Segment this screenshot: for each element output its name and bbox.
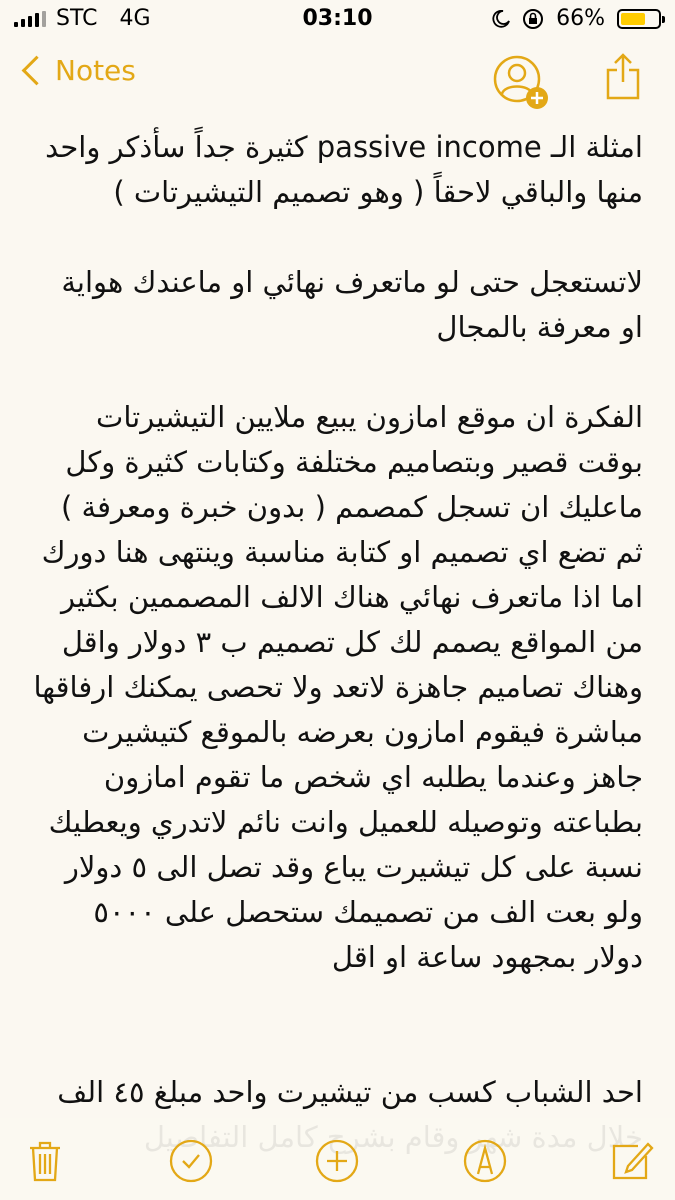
share-icon[interactable] — [604, 52, 642, 102]
note-paragraph: الفكرة ان موقع امازون يبيع ملايين التيشيرتات بوقت قصير وبتصاميم مختلفة وكتابات كثيرة وكل ماعليك ان تسجل كمصمم ( بدون خبرة ومعرفة ) ثم تضع اي تصميم او كتابة مناسبة وينتهى هنا دورك اما اذا ماتعرف نهائي هناك الالف المصممين بكثير من المواقع يصمم لك كل تصميم ب ٣ دولار واقل وهناك تصاميم جاهزة لاتعد ولا تحصى يمكنك ارفاقها مباشرة فيقوم امازون بعرضه بالموقع كتيشيرت جاهز وعندما يطلبه اي شخص ما تقوم امازون بطباعته وتوصيله للعميل وانت نائم لاتدري ويعطيك نسبة على كل تيشيرت يباع وقد تصل الى ٥ دولار ولو بعت الف من تصميمك ستحصل على ٥٠٠٠ دولار بمجهود ساعة او اقل — [33, 400, 643, 974]
status-bar — [0, 0, 675, 40]
battery-icon — [617, 9, 661, 29]
draw-icon[interactable] — [462, 1138, 508, 1184]
add-icon[interactable] — [314, 1138, 360, 1184]
back-button[interactable] — [18, 54, 136, 87]
back-label: Notes — [55, 54, 136, 87]
moon-icon — [492, 10, 510, 28]
note-body[interactable] — [32, 125, 643, 1160]
add-person-icon[interactable] — [492, 54, 550, 112]
battery-percent: 66% — [556, 6, 605, 31]
chevron-left-icon — [22, 56, 52, 86]
network-type: 4G — [119, 6, 151, 31]
checklist-icon[interactable] — [168, 1138, 214, 1184]
battery-fill — [621, 13, 645, 25]
note-paragraph: لاتستعجل حتى لو ماتعرف نهائي او ماعندك هواية او معرفة بالمجال — [61, 265, 643, 344]
status-time: 03:10 — [302, 6, 373, 31]
compose-icon[interactable] — [608, 1138, 654, 1184]
note-paragraph: امثلة الـ passive income كثيرة جداً سأذكر واحد منها والباقي لاحقاً ( وهو تصميم التيشيرتات ) — [45, 130, 643, 209]
rotation-lock-icon — [522, 8, 544, 30]
trash-icon[interactable] — [22, 1138, 68, 1184]
status-right — [492, 6, 661, 31]
navigation-bar — [0, 40, 675, 120]
bottom-toolbar — [0, 1118, 675, 1200]
note-paragraph: احد الشباب كسب من تيشيرت واحد مبلغ ٤٥ الف — [57, 1075, 643, 1109]
carrier-name: STC — [56, 6, 98, 31]
